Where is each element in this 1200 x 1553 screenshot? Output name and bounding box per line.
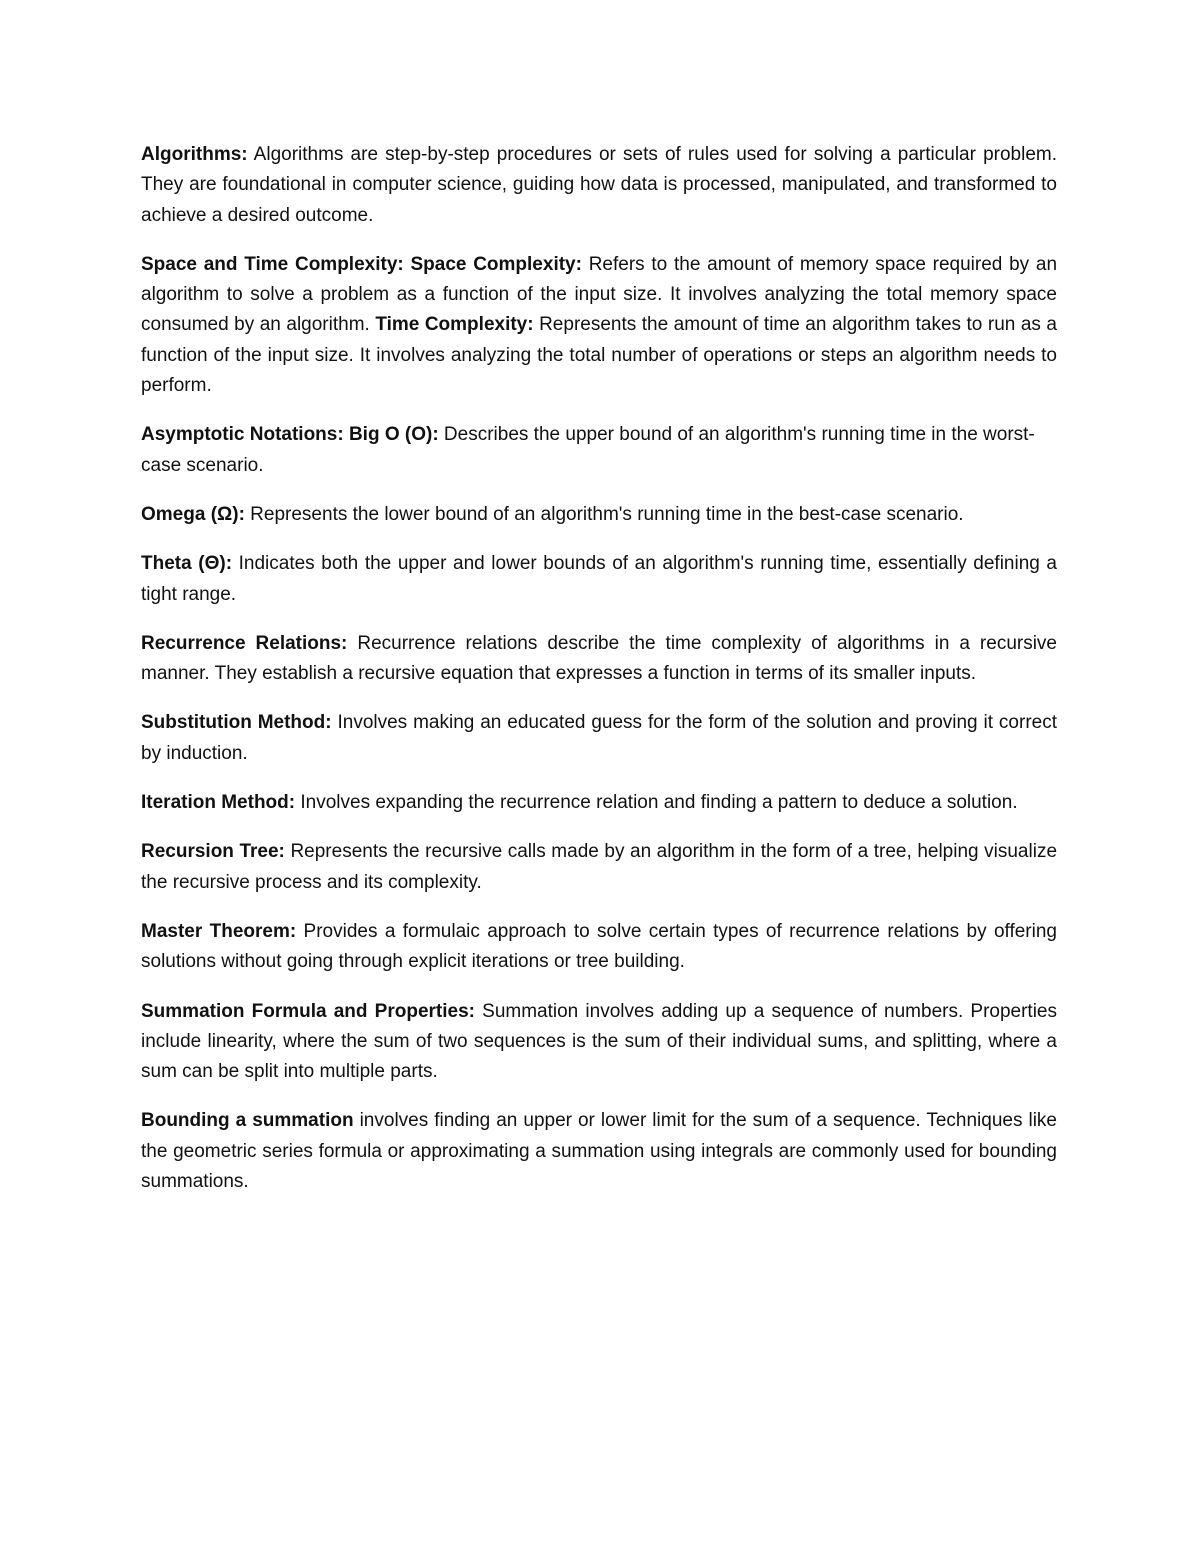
- paragraph-master-theorem: [141, 917, 1057, 978]
- paragraph-algorithms: [141, 140, 1057, 231]
- definition-text: Provides a formulaic approach to solve certain types of recurrence relations by offering solutions without going through explicit iterations or tree building.: [141, 920, 1057, 973]
- definition-text: Involves making an educated guess for the form of the solution and proving it correct by induction.: [141, 712, 1057, 764]
- paragraph-asymptotic-notations: [141, 420, 1057, 481]
- term-label: Algorithms:: [141, 144, 248, 165]
- paragraph-space-time-complexity: [141, 250, 1057, 401]
- definition-text: Recurrence relations describe the time complexity of algorithms in a recursive manner. They establish a recursive equation that expresses a function in terms of its smaller inputs.: [141, 632, 1057, 685]
- term-label: Iteration Method:: [141, 792, 296, 814]
- term-label: Recurrence Relations:: [141, 632, 348, 654]
- definition-text: Describes the upper bound of an algorithm's running time in the worst-case scenario.: [141, 424, 1035, 476]
- definition-text: Indicates both the upper and lower bounds of an algorithm's running time, essentially defining a tight range.: [141, 553, 1057, 605]
- paragraph-summation-formula: [141, 997, 1057, 1088]
- term-label: Time Complexity:: [375, 314, 534, 336]
- paragraph-substitution-method: [141, 708, 1057, 769]
- definition-text: Represents the lower bound of an algorithm's running time in the best-case scenario.: [244, 503, 964, 525]
- paragraph-iteration-method: [141, 788, 1057, 818]
- term-label: Recursion Tree:: [141, 841, 285, 863]
- term-label: Summation Formula and Properties:: [141, 1000, 475, 1022]
- term-label: Space Complexity:: [410, 253, 582, 275]
- definition-text: involves finding an upper or lower limit for the sum of a sequence. Techniques like the geometric series formula or approximating a summation using integrals are commonly used for bounding summations.: [141, 1110, 1057, 1193]
- definition-text: Summation involves adding up a sequence of numbers. Properties include linearity, where the sum of two sequences is the sum of their individual sums, and splitting, where a sum can be split into multiple parts.: [141, 1000, 1057, 1083]
- definition-text: Algorithms are step-by-step procedures or sets of rules used for solving a particular problem. They are foundational in computer science, guiding how data is processed, manipulated, and transformed to achieve a desired outcome.: [141, 144, 1057, 226]
- paragraph-bounding-summation: [141, 1106, 1057, 1197]
- paragraph-omega: [141, 500, 1057, 530]
- definition-text: Refers to the amount of memory space required by an algorithm to solve a problem as a function of the input size. It involves analyzing the total memory space consumed by an algorithm.: [141, 253, 1058, 336]
- definition-text: Represents the amount of time an algorithm takes to run as a function of the input size. It involves analyzing the total number of operations or steps an algorithm needs to perform.: [141, 314, 1057, 397]
- term-label: Asymptotic Notations: Big O (O):: [141, 424, 439, 446]
- term-label: Space and Time Complexity:: [141, 253, 404, 275]
- term-label: Omega (Ω):: [141, 503, 245, 525]
- document-body: [141, 140, 1057, 1216]
- definition-text: Represents the recursive calls made by an algorithm in the form of a tree, helping visualize the recursive process and its complexity.: [141, 841, 1058, 893]
- term-label: Bounding a summation: [141, 1110, 354, 1132]
- paragraph-theta: [141, 549, 1057, 610]
- term-label: Master Theorem:: [141, 920, 297, 942]
- definition-text: Involves expanding the recurrence relation and finding a pattern to deduce a solution.: [295, 792, 1018, 814]
- term-label: Theta (Θ):: [141, 553, 233, 575]
- term-label: Substitution Method:: [141, 712, 332, 734]
- paragraph-recursion-tree: [141, 837, 1057, 898]
- paragraph-recurrence-relations: [141, 629, 1057, 690]
